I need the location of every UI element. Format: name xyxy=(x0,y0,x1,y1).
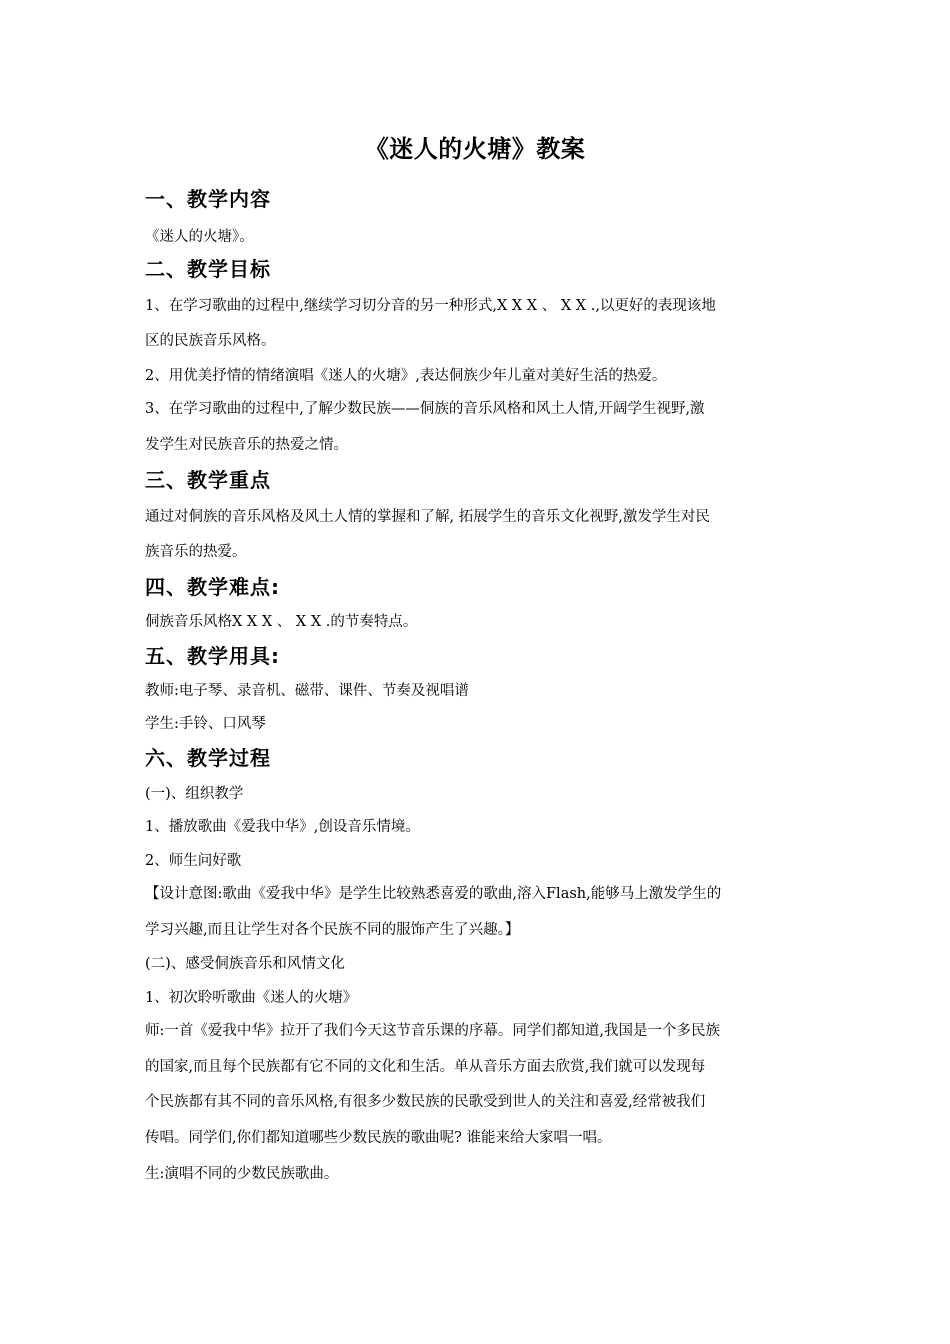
paragraph: 学生:手铃、口风琴 xyxy=(145,716,266,732)
paragraph: 《迷人的火塘》。 xyxy=(145,229,254,245)
section-heading-content: 一、教学内容 xyxy=(145,187,271,211)
paragraph: 【设计意图:歌曲《爱我中华》是学生比较熟悉喜爱的歌曲,溶入Flash,能够马上激发学生的 xyxy=(145,886,722,902)
paragraph: 生:演唱不同的少数民族歌曲。 xyxy=(145,1166,339,1182)
section-heading-tools: 五、教学用具: xyxy=(145,644,280,668)
section-heading-process: 六、教学过程 xyxy=(145,746,271,770)
paragraph: 个民族都有其不同的音乐风格,有很多少数民族的民歌受到世人的关注和喜爱,经常被我们 xyxy=(145,1094,706,1110)
paragraph: 区的民族音乐风格。 xyxy=(145,333,276,349)
paragraph: 3、在学习歌曲的过程中,了解少数民族——侗族的音乐风格和风土人情,开阔学生视野,激 xyxy=(145,401,705,417)
paragraph: 1、播放歌曲《爱我中华》,创设音乐情境。 xyxy=(145,819,420,835)
paragraph: 教师:电子琴、录音机、磁带、课件、节奏及视唱谱 xyxy=(145,683,469,699)
section-heading-goals: 二、教学目标 xyxy=(145,257,271,281)
paragraph: 1、在学习歌曲的过程中,继续学习切分音的另一种形式,X X X 、 X X .,以更好的表现该地 xyxy=(145,298,716,314)
paragraph: 族音乐的热爱。 xyxy=(145,544,247,560)
paragraph: 师:一首《爱我中华》拉开了我们今天这节音乐课的序幕。同学们都知道,我国是一个多民族 xyxy=(145,1023,720,1039)
section-heading-focus: 三、教学重点 xyxy=(145,468,271,492)
paragraph: 传唱。同学们,你们都知道哪些少数民族的歌曲呢? 谁能来给大家唱一唱。 xyxy=(145,1130,612,1146)
paragraph: 2、用优美抒情的情绪演唱《迷人的火塘》,表达侗族少年儿童对美好生活的热爱。 xyxy=(145,368,667,384)
paragraph: 1、初次聆听歌曲《迷人的火塘》 xyxy=(145,990,358,1006)
paragraph: 2、师生问好歌 xyxy=(145,853,242,869)
paragraph: 学习兴趣,而且让学生对各个民族不同的服饰产生了兴趣。】 xyxy=(145,922,520,938)
paragraph: (二)、感受侗族音乐和风情文化 xyxy=(145,956,345,972)
paragraph: (一)、组织教学 xyxy=(145,786,244,802)
section-heading-difficulty: 四、教学难点: xyxy=(145,575,280,599)
paragraph: 的国家,而且每个民族都有它不同的文化和生活。单从音乐方面去欣赏,我们就可以发现每 xyxy=(145,1059,706,1075)
paragraph: 发学生对民族音乐的热爱之情。 xyxy=(145,437,348,453)
paragraph: 通过对侗族的音乐风格及风土人情的掌握和了解, 拓展学生的音乐文化视野,激发学生对民 xyxy=(145,509,710,525)
paragraph: 侗族音乐风格X X X 、 X X .的节奏特点。 xyxy=(145,614,418,630)
document-title: 《迷人的火塘》教案 xyxy=(364,135,586,163)
